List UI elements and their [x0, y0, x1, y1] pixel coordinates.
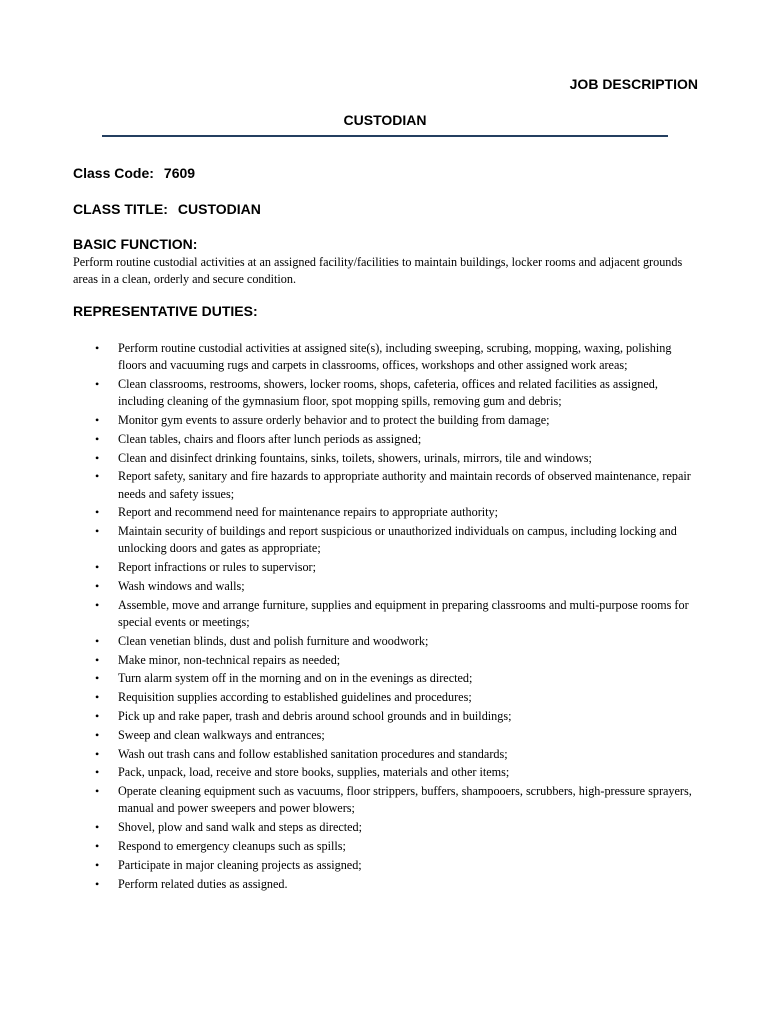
duty-item — [73, 559, 701, 576]
duty-text: Pick up and rake paper, trash and debris around school grounds and in buildings; — [118, 708, 512, 723]
duty-text: Requisition supplies according to established guidelines and procedures; — [118, 690, 472, 705]
bullet-icon: • — [95, 838, 100, 853]
bullet-icon: • — [95, 341, 100, 355]
bullet-icon: • — [95, 633, 100, 648]
class-title-value: CUSTODIAN — [177, 201, 261, 217]
duty-item — [73, 876, 701, 893]
duty-item — [73, 819, 701, 836]
duty-text: Maintain security of buildings and report suspicious or unauthorized individuals on campus, including locking and unlocking doors and gates as appropriate; — [118, 524, 677, 556]
header-divider — [102, 135, 668, 137]
duty-text: Report infractions or rules to supervisor; — [118, 560, 317, 575]
class-code-value: 7609 — [163, 165, 196, 181]
basic-function-text: Perform routine custodial activities at an assigned facility/facilities to maintain buildings, locker rooms and adjacent grounds areas in a clean, orderly and secure condition. — [73, 255, 683, 286]
duty-text: Operate cleaning equipment such as vacuums, floor strippers, buffers, shampooers, scrubbers, high-pressure sprayers, manual and power sweepers and power blowers; — [118, 784, 692, 816]
duty-item — [73, 783, 701, 817]
job-title-heading: CUSTODIAN — [343, 112, 427, 128]
duty-item — [73, 633, 701, 650]
duty-text: Pack, unpack, load, receive and store books, supplies, materials and other items; — [118, 765, 510, 780]
bullet-icon: • — [95, 671, 100, 686]
bullet-icon: • — [95, 857, 100, 872]
duty-item — [73, 597, 701, 631]
duty-text: Sweep and clean walkways and entrances; — [118, 727, 325, 742]
duty-item — [73, 504, 701, 521]
duty-text: Participate in major cleaning projects as assigned; — [118, 857, 362, 872]
duty-item — [73, 670, 701, 687]
duty-item — [73, 431, 701, 448]
bullet-icon: • — [95, 505, 100, 520]
bullet-icon: • — [95, 560, 100, 575]
duty-item — [73, 340, 701, 374]
duty-item — [73, 578, 701, 595]
class-title-label: CLASS TITLE: — [73, 201, 168, 217]
duty-item — [73, 838, 701, 855]
bullet-icon: • — [95, 524, 100, 539]
duty-text: Clean classrooms, restrooms, showers, locker rooms, shops, cafeteria, offices and related facilities as assigned, including cleaning of the gymnasium floor, spot mopping spills, removing gum and debris; — [118, 377, 658, 409]
duty-text: Perform routine custodial activities at assigned site(s), including sweeping, scrubing, mopping, waxing, polishing floors and vacuuming rugs and carpets in classrooms, offices, workshops and other assigned work areas; — [118, 341, 672, 373]
duty-item — [73, 764, 701, 781]
duty-text: Report safety, sanitary and fire hazards to appropriate authority and maintain records of observed maintenance, repair needs and safety issues; — [118, 469, 691, 501]
duty-text: Monitor gym events to assure orderly behavior and to protect the building from damage; — [118, 413, 550, 427]
bullet-icon: • — [95, 708, 100, 723]
duty-text: Clean tables, chairs and floors after lunch periods as assigned; — [118, 431, 422, 446]
bullet-icon: • — [95, 765, 100, 780]
duty-item — [73, 652, 701, 669]
duty-text: Wash windows and walls; — [118, 578, 245, 593]
duty-item — [73, 708, 701, 725]
bullet-icon: • — [95, 652, 100, 667]
duty-text: Clean and disinfect drinking fountains, sinks, toilets, showers, urinals, mirrors, tile and windows; — [118, 450, 592, 465]
duty-text: Respond to emergency cleanups such as spills; — [118, 838, 346, 853]
bullet-icon: • — [95, 450, 100, 465]
class-code-field — [73, 165, 195, 181]
duty-text: Shovel, plow and sand walk and steps as directed; — [118, 820, 363, 835]
bullet-icon: • — [95, 431, 100, 446]
bullet-icon: • — [95, 413, 100, 427]
duty-item — [73, 727, 701, 744]
duty-item — [73, 376, 701, 410]
duty-item — [73, 412, 701, 429]
duty-text: Wash out trash cans and follow established sanitation procedures and standards; — [118, 746, 508, 761]
representative-duties-heading: REPRESENTATIVE DUTIES: — [73, 303, 258, 319]
duty-text: Turn alarm system off in the morning and on in the evenings as directed; — [118, 671, 473, 686]
bullet-icon: • — [95, 727, 100, 742]
duty-item — [73, 857, 701, 874]
bullet-icon: • — [95, 597, 100, 612]
duties-list — [73, 340, 701, 894]
document-type-heading: JOB DESCRIPTION — [569, 76, 698, 92]
bullet-icon: • — [95, 820, 100, 835]
basic-function-heading: BASIC FUNCTION: — [73, 236, 198, 252]
bullet-icon: • — [95, 578, 100, 593]
duty-text: Perform related duties as assigned. — [118, 876, 288, 891]
bullet-icon: • — [95, 377, 100, 391]
bullet-icon: • — [95, 469, 100, 484]
class-title-field — [73, 201, 261, 217]
bullet-icon: • — [95, 784, 100, 799]
duty-text: Make minor, non-technical repairs as needed; — [118, 652, 341, 667]
duty-item — [73, 468, 701, 502]
class-code-label: Class Code: — [73, 165, 154, 181]
bullet-icon: • — [95, 876, 100, 891]
bullet-icon: • — [95, 746, 100, 761]
duty-item — [73, 450, 701, 467]
duty-text: Report and recommend need for maintenance repairs to appropriate authority; — [118, 505, 499, 520]
bullet-icon: • — [95, 690, 100, 705]
duty-item — [73, 746, 701, 763]
duty-text: Clean venetian blinds, dust and polish furniture and woodwork; — [118, 633, 429, 648]
duty-item — [73, 689, 701, 706]
duty-item — [73, 523, 701, 557]
duty-text: Assemble, move and arrange furniture, supplies and equipment in preparing classrooms and multi-purpose rooms for special events or meetings; — [118, 597, 689, 629]
